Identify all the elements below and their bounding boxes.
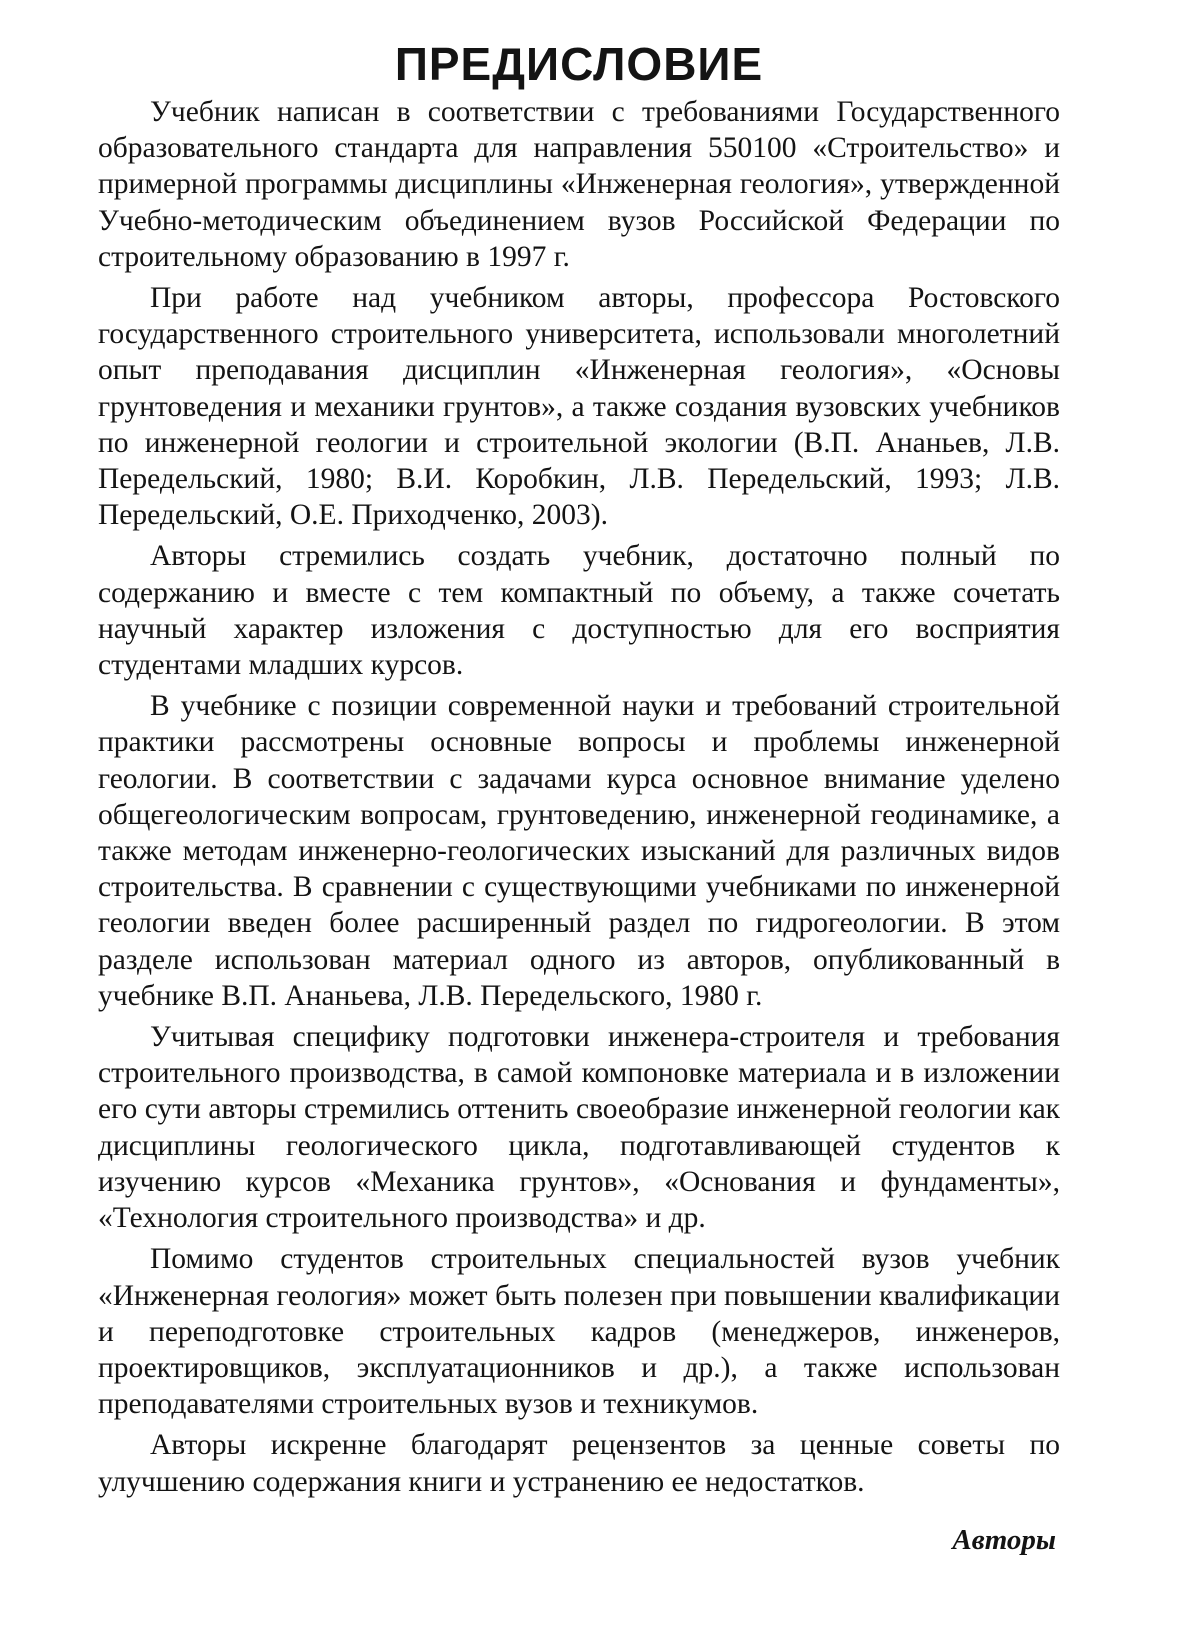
paragraph-2: При работе над учебником авторы, профессора Ростовского государственного строительного университета, использовали многолетний опыт преподавания дисциплин «Инженерная геология», «Основы грунтоведения и механики грунтов», а также создания вузовских учебников по инженерной геологии и строительной экологии (В.П. Ананьев, Л.В. Передельский, 1980; В.И. Коробкин, Л.В. Передельский, 1993; Л.В. Передельский, О.Е. Приходченко, 2003). [98, 280, 1060, 533]
page-title: ПРЕДИСЛОВИЕ [98, 36, 1060, 92]
paragraph-6: Помимо студентов строительных специальностей вузов учебник «Инженерная геология» может быть полезен при повышении квалификации и переподготовке строительных кадров (менеджеров, инженеров, проектировщиков, эксплуатационников и др.), а также использован преподавателями строительных вузов и техникумов. [98, 1241, 1060, 1422]
paragraph-3: Авторы стремились создать учебник, достаточно полный по содержанию и вместе с тем компактный по объему, а также сочетать научный характер изложения с доступностью для его восприятия студентами младших курсов. [98, 538, 1060, 683]
paragraph-7: Авторы искренне благодарят рецензентов за ценные советы по улучшению содержания книги и устранению ее недостатков. [98, 1427, 1060, 1499]
paragraph-5: Учитывая специфику подготовки инженера-строителя и требования строительного производства, в самой компоновке материала и в изложении его сути авторы стремились оттенить своеобразие инженерной геологии как дисциплины геологического цикла, подготавливающей студентов к изучению курсов «Механика грунтов», «Основания и фундаменты», «Технология строительного производства» и др. [98, 1019, 1060, 1236]
document-page [98, 36, 1060, 1557]
paragraph-1: Учебник написан в соответствии с требованиями Государственного образовательного стандарта для направления 550100 «Строительство» и примерной программы дисциплины «Инженерная геология», утвержденной Учебно-методическим объединением вузов Российской Федерации по строительному образованию в 1997 г. [98, 94, 1060, 275]
paragraph-4: В учебнике с позиции современной науки и требований строительной практики рассмотрены основные вопросы и проблемы инженерной геологии. В соответствии с задачами курса основное внимание уделено общегеологическим вопросам, грунтоведению, инженерной геодинамике, а также методам инженерно-геологических изысканий для различных видов строительства. В сравнении с существующими учебниками по инженерной геологии введен более расширенный раздел по гидрогеологии. В этом разделе использован материал одного из авторов, опубликованный в учебнике В.П. Ананьева, Л.В. Передельского, 1980 г. [98, 688, 1060, 1014]
signature: Авторы [98, 1524, 1060, 1557]
